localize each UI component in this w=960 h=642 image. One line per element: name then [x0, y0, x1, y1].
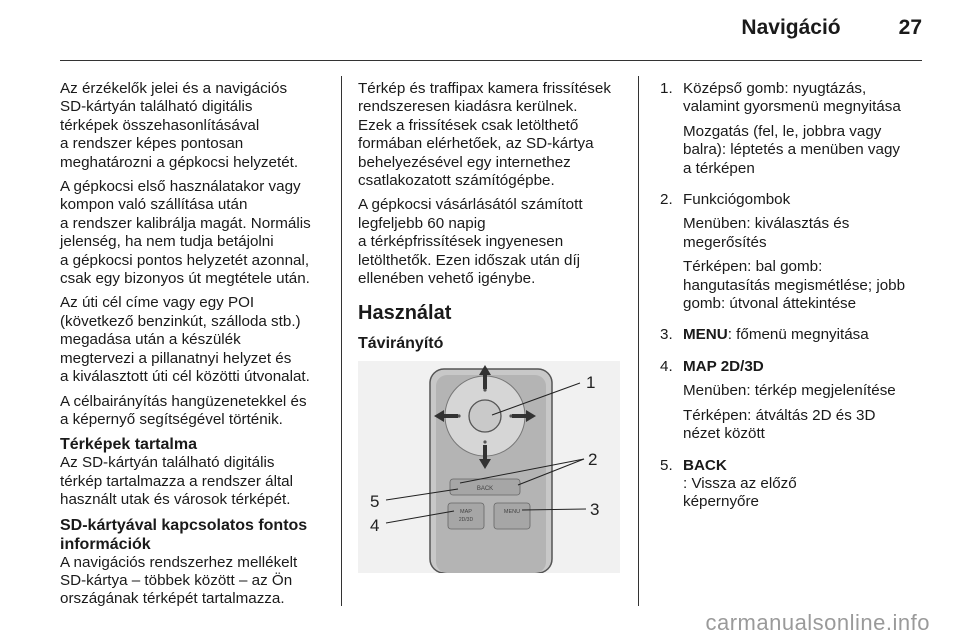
text-line: térképek összehasonlításával	[60, 116, 260, 134]
text-line: Mozgatás (fel, le, jobbra vagy	[683, 122, 882, 140]
text-line: Az SD-kártyán található digitális	[60, 454, 275, 472]
watermark: carmanualsonline.info	[705, 610, 930, 635]
text-line: : főmenü megnyitása	[727, 326, 869, 344]
heading-usage: Használat	[358, 302, 452, 325]
callout-4: 4	[370, 516, 380, 536]
map-button-label: MAP	[460, 509, 472, 516]
item-paragraph	[683, 215, 905, 252]
text-line: kompon való szállítása után	[60, 196, 248, 214]
text-line: a képernyő segítségével történik.	[60, 410, 283, 428]
header-rule	[60, 60, 922, 61]
list-item	[660, 358, 930, 450]
text-line	[683, 457, 797, 494]
heading-map-contents: Térképek tartalma	[60, 436, 197, 454]
list-item-body	[683, 326, 869, 350]
paragraph-sensors	[60, 80, 335, 172]
menu-button	[494, 503, 530, 529]
column-3	[660, 80, 930, 525]
text-line: Térképen: átváltás 2D és 3D	[683, 406, 876, 424]
column-2	[358, 80, 633, 573]
text-fragment: : Vissza az előző	[683, 474, 797, 492]
paragraph-free-updates	[358, 196, 633, 288]
text-line: Térképen: bal gomb:	[683, 258, 823, 276]
text-line: behelyezésével egy internethez	[358, 153, 571, 171]
text-line: térkép tartalmazza a rendszer által	[60, 472, 293, 490]
list-item	[660, 191, 930, 319]
list-number: 2.	[660, 191, 673, 209]
item-paragraph	[683, 407, 896, 444]
callout-5: 5	[370, 492, 380, 512]
map-button	[448, 503, 484, 529]
list-item-body	[683, 80, 901, 184]
text-line: megadása után a készülék	[60, 331, 241, 349]
text-line: országának térképét tartalmazza.	[60, 590, 285, 608]
text-line: képernyőre	[683, 493, 759, 511]
text-line: A gépkocsi vásárlásától számított	[358, 196, 583, 214]
list-number: 5.	[660, 456, 673, 474]
text-line: A gépkocsi első használatakor vagy	[60, 178, 301, 196]
text-line: gomb: útvonal áttekintése	[683, 295, 857, 313]
text-line: használt utak és városok térképét.	[60, 491, 291, 509]
item-paragraph	[683, 457, 797, 512]
text-line: hangutasítás megismétlése; jobb	[683, 276, 906, 294]
text-line: legfeljebb 60 napig	[358, 214, 486, 232]
text-line: a gépkocsi pontos helyzetét azonnal,	[60, 251, 310, 269]
text-line: megerősítés	[683, 233, 767, 251]
column-divider-2	[638, 76, 639, 606]
text-line: A célbairányítás hangüzenetekkel és	[60, 392, 307, 410]
list-item-body	[683, 191, 905, 319]
text-line: csak egy bizonyos út megtétele után.	[60, 270, 310, 288]
callout-1: 1	[586, 373, 596, 393]
key-name-map: MAP 2D/3D	[683, 357, 764, 375]
text-line: Az úti cél címe vagy egy POI	[60, 294, 255, 312]
text-line: megtervezi a pillanatnyi helyzet és	[60, 349, 292, 367]
text-line: SD-kártya – többek között – az Ön	[60, 571, 293, 589]
item-paragraph	[683, 382, 896, 400]
text-line: balra): léptetés a menüben vagy	[683, 141, 900, 159]
paragraph-guidance	[60, 393, 335, 430]
list-item	[660, 80, 930, 184]
list-item	[660, 457, 930, 518]
page-number: 27	[898, 16, 922, 39]
paragraph-sd-card	[60, 554, 335, 609]
text-line: rendszeresen kiadásra kerülnek.	[358, 98, 578, 116]
item-paragraph	[683, 191, 905, 209]
key-name-back: BACK	[683, 456, 727, 474]
remote-legend-list	[660, 80, 930, 518]
text-line: a rendszer képes pontosan	[60, 135, 244, 153]
text-line: ellenében vehető igénybe.	[358, 270, 536, 288]
paragraph-route	[60, 294, 335, 386]
list-item-body	[683, 457, 797, 518]
text-line: valamint gyorsmenü megnyitása	[683, 98, 901, 116]
paragraph-map-contents	[60, 454, 335, 509]
text-line: Középső gomb: nyugtázás,	[683, 80, 867, 97]
text-line: meghatározni a gépkocsi helyzetét.	[60, 153, 299, 171]
paragraph-calibration	[60, 178, 335, 288]
text-line: Funkciógombok	[683, 191, 791, 209]
text-line: a kiválasztott úti cél közötti útvonalat.	[60, 368, 310, 386]
column-1	[60, 80, 335, 615]
dot-bottom	[483, 441, 486, 444]
text-line: formában elérhetőek, az SD-kártya	[358, 135, 594, 153]
text-line: információk	[60, 535, 151, 553]
item-paragraph	[683, 358, 896, 376]
text-line: nézet között	[683, 425, 765, 443]
section-title: Navigáció	[741, 16, 841, 39]
text-line: SD-kártyával kapcsolatos fontos	[60, 516, 308, 534]
list-number: 3.	[660, 326, 673, 344]
map-button-sublabel: 2D/3D	[458, 517, 474, 524]
item-paragraph	[683, 123, 901, 178]
text-line: (következő benzinkút, szálloda stb.)	[60, 312, 301, 330]
remote-control-figure	[358, 361, 620, 573]
text-line: A navigációs rendszerhez mellékelt	[60, 553, 298, 571]
item-paragraph	[683, 326, 869, 344]
back-button-label: BACK	[476, 486, 494, 493]
list-number: 4.	[660, 357, 673, 375]
text-line: a térképen	[683, 159, 755, 177]
text-line: Térkép és traffipax kamera frissítések	[358, 80, 611, 97]
remote-control-illustration	[358, 361, 620, 573]
text-line: Menüben: kiválasztás és	[683, 215, 850, 233]
item-paragraph	[683, 258, 905, 313]
list-item-body	[683, 358, 896, 450]
list-number: 1.	[660, 80, 673, 97]
text-line: jelenség, ha nem tudja betájolni	[60, 233, 274, 251]
menu-button-label: MENU	[503, 509, 521, 516]
center-button	[469, 400, 501, 432]
callout-3: 3	[590, 500, 600, 520]
paragraph-updates	[358, 80, 633, 190]
item-paragraph	[683, 80, 901, 117]
heading-remote: Távirányító	[358, 334, 444, 352]
text-line: a térképfrissítések ingyenesen	[358, 233, 564, 251]
text-line: Ezek a frissítések csak letölthető	[358, 116, 579, 134]
list-item	[660, 326, 930, 350]
callout-2: 2	[588, 450, 598, 470]
text-line: SD-kártyán található digitális	[60, 98, 253, 116]
text-line: csatlakozatott számítógépbe.	[358, 172, 555, 190]
text-line: Az érzékelők jelei és a navigációs	[60, 80, 288, 97]
text-line: a rendszer kalibrálja magát. Normális	[60, 214, 311, 232]
heading-sd-card	[60, 516, 335, 554]
text-line: Menüben: térkép megjelenítése	[683, 382, 896, 400]
page-header	[741, 16, 922, 40]
text-line: letölthetők. Ezen időszak után díj	[358, 251, 581, 269]
key-name-menu: MENU	[683, 326, 728, 344]
column-divider-1	[341, 76, 342, 606]
